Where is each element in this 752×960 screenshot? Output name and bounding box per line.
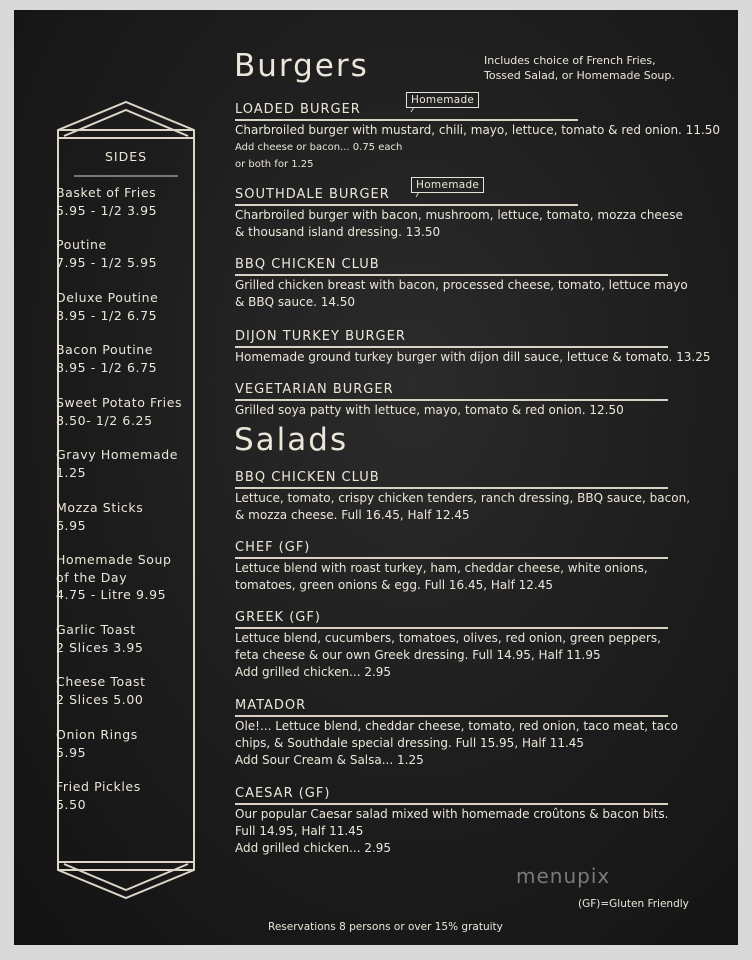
side-item-line: 8.50- 1/2 6.25: [56, 412, 153, 428]
description-line: Our popular Caesar salad mixed with homemade croûtons & bacon bits.: [235, 807, 669, 821]
burger-item-description: [235, 122, 720, 173]
salad-item-underline: [235, 715, 668, 717]
side-item: [56, 289, 158, 324]
menu-board: [14, 10, 738, 945]
salad-item-underline: [235, 803, 668, 805]
side-item: [56, 726, 138, 761]
burger-item-description: [235, 349, 711, 366]
description-extra-line: Add cheese or bacon... 0.75 each: [235, 142, 403, 153]
side-item-line: 1.25: [56, 464, 87, 480]
side-item-line: 2 Slices 5.00: [56, 691, 144, 707]
salad-item-description: [235, 718, 678, 769]
badge-tail: [411, 107, 420, 112]
salad-item-name: BBQ CHICKEN CLUB: [235, 470, 380, 485]
side-item: [56, 184, 157, 219]
badge-tail: [416, 192, 425, 197]
side-item-line: Fried Pickles: [56, 779, 141, 794]
description-line: & mozza cheese. Full 16.45, Half 12.45: [235, 508, 470, 522]
description-line: Lettuce blend with roast turkey, ham, cheddar cheese, white onions,: [235, 561, 648, 575]
description-line: Charbroiled burger with bacon, mushroom, lettuce, tomato, mozza cheese: [235, 208, 683, 222]
burger-item-underline: [235, 119, 578, 121]
side-item: [56, 394, 182, 429]
description-line: Grilled soya patty with lettuce, mayo, tomato & red onion. 12.50: [235, 403, 624, 417]
homemade-badge: Homemade: [406, 92, 479, 108]
burger-item-name: LOADED BURGER: [235, 102, 361, 117]
burger-item-underline: [235, 274, 668, 276]
menupix-watermark: menupix: [516, 864, 611, 888]
side-item-line: Homemade Soup: [56, 552, 172, 567]
salad-item-name: CHEF (GF): [235, 540, 311, 555]
sides-title: SIDES: [104, 149, 148, 164]
side-item: [56, 673, 146, 708]
description-line: Lettuce blend, cucumbers, tomatoes, olives, red onion, green peppers,: [235, 631, 661, 645]
description-line: Lettuce, tomato, crispy chicken tenders, ranch dressing, BBQ sauce, bacon,: [235, 491, 691, 505]
description-line: Add grilled chicken... 2.95: [235, 841, 392, 855]
description-line: chips, & Southdale special dressing. Full 15.95, Half 11.45: [235, 736, 585, 750]
salad-item-underline: [235, 557, 668, 559]
side-item: [56, 236, 157, 271]
salad-item-name: MATADOR: [235, 698, 307, 713]
description-line: Charbroiled burger with mustard, chili, mayo, lettuce, tomato & red onion. 11.50: [235, 123, 721, 137]
side-item-line: Deluxe Poutine: [56, 290, 159, 305]
side-item-line: Mozza Sticks: [56, 500, 144, 515]
description-line: Grilled chicken breast with bacon, processed cheese, tomato, lettuce mayo: [235, 278, 688, 292]
burger-item-name: DIJON TURKEY BURGER: [235, 329, 406, 344]
salad-item-description: [235, 560, 648, 594]
burger-item-name: SOUTHDALE BURGER: [235, 187, 390, 202]
side-item-line: Poutine: [56, 237, 107, 252]
side-item-line: Garlic Toast: [56, 622, 136, 637]
side-item-line: 8.95 - 1/2 6.75: [56, 307, 158, 323]
burger-item-description: [235, 402, 624, 419]
side-item-line: 5.95: [56, 744, 87, 760]
description-line: Add grilled chicken... 2.95: [235, 665, 392, 679]
description-line: & BBQ sauce. 14.50: [235, 295, 356, 309]
homemade-badge: Homemade: [411, 177, 484, 193]
side-item-line: of the Day: [56, 569, 128, 585]
salad-item-underline: [235, 487, 668, 489]
side-item: [56, 621, 144, 656]
burgers-heading: Burgers: [234, 48, 369, 84]
gratuity-footer: Reservations 8 persons or over 15% gratuity: [268, 921, 503, 933]
description-extra-line: or both for 1.25: [235, 159, 314, 170]
gluten-friendly-note: (GF)=Gluten Friendly: [578, 898, 689, 910]
includes-line-2: Tossed Salad, or Homemade Soup.: [484, 69, 675, 82]
side-item-line: Cheese Toast: [56, 674, 146, 689]
side-item-line: 8.95 - 1/2 6.75: [56, 359, 158, 375]
side-item-line: 5.95 - 1/2 3.95: [56, 202, 158, 218]
side-item: [56, 446, 178, 481]
side-item-line: 6.95: [56, 517, 87, 533]
salad-item-description: [235, 630, 661, 681]
burger-item-underline: [235, 399, 668, 401]
description-line: feta cheese & our own Greek dressing. Full 14.95, Half 11.95: [235, 648, 601, 662]
side-item-line: Onion Rings: [56, 727, 138, 742]
side-item: [56, 778, 141, 813]
side-item-line: Gravy Homemade: [56, 447, 179, 462]
salad-item-name: CAESAR (GF): [235, 786, 331, 801]
salad-item-description: [235, 490, 690, 524]
burger-item-description: [235, 207, 683, 241]
side-item: [56, 341, 157, 376]
description-line: Homemade ground turkey burger with dijon dill sauce, lettuce & tomato. 13.25: [235, 350, 711, 364]
salad-item-underline: [235, 627, 668, 629]
burgers-includes-note: [484, 53, 675, 83]
side-item-line: Sweet Potato Fries: [56, 395, 183, 410]
burger-item-underline: [235, 346, 668, 348]
burger-item-name: VEGETARIAN BURGER: [235, 382, 394, 397]
burger-item-description: [235, 277, 688, 311]
burger-item-underline: [235, 204, 578, 206]
description-line: Add Sour Cream & Salsa... 1.25: [235, 753, 424, 767]
side-item-line: Basket of Fries: [56, 185, 157, 200]
salad-item-description: [235, 806, 669, 857]
description-line: Ole!... Lettuce blend, cheddar cheese, tomato, red onion, taco meat, taco: [235, 719, 678, 733]
side-item-line: 4.75 - Litre 9.95: [56, 587, 167, 602]
includes-line-1: Includes choice of French Fries,: [484, 54, 656, 67]
salad-item-name: GREEK (GF): [235, 610, 321, 625]
side-item-line: 7.95 - 1/2 5.95: [56, 254, 158, 270]
description-line: & thousand island dressing. 13.50: [235, 225, 441, 239]
side-item: [56, 499, 143, 534]
burger-item-name: BBQ CHICKEN CLUB: [235, 257, 380, 272]
salads-heading: Salads: [234, 422, 349, 458]
side-item-line: 2 Slices 3.95: [56, 639, 144, 655]
side-item-line: 5.50: [56, 796, 87, 812]
description-line: Full 14.95, Half 11.45: [235, 824, 364, 838]
side-item: [56, 551, 172, 604]
side-item-line: Bacon Poutine: [56, 342, 154, 357]
description-line: tomatoes, green onions & egg. Full 16.45, Half 12.45: [235, 578, 554, 592]
